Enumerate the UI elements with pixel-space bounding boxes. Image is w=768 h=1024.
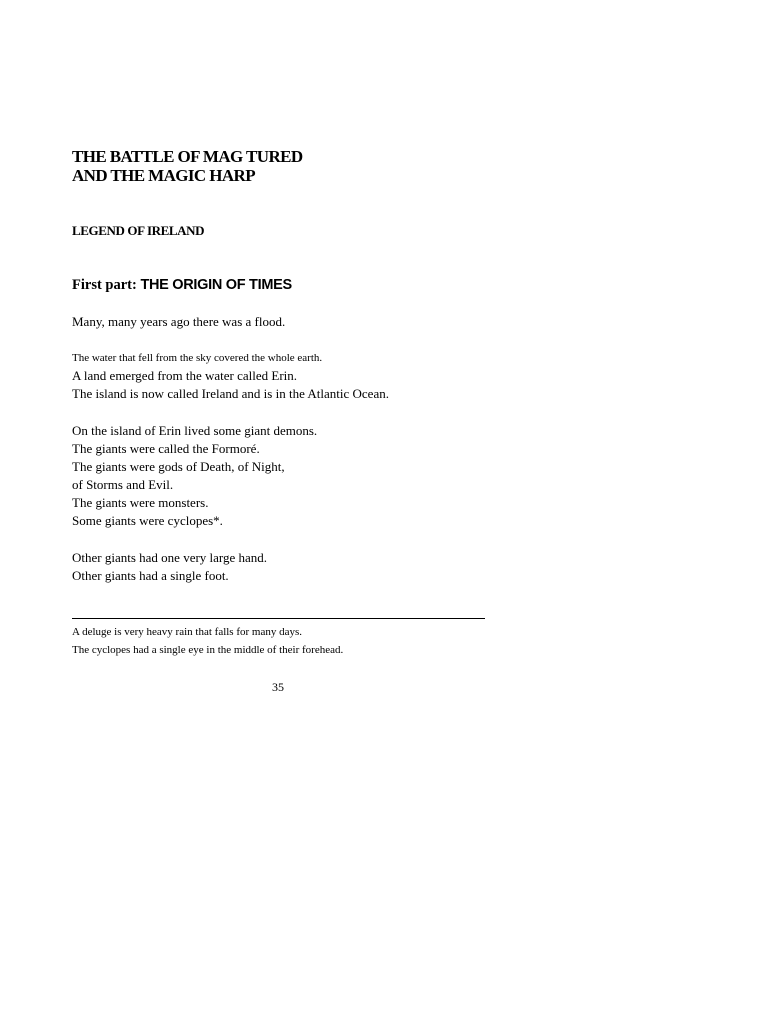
page-number: 35 <box>272 680 284 694</box>
body-line: The giants were gods of Death, of Night, <box>72 459 285 474</box>
body-line: Other giants had one very large hand. <box>72 550 268 565</box>
body-line: A land emerged from the water called Erin. <box>72 368 298 383</box>
footnote: A deluge is very heavy rain that falls for many days. <box>72 626 303 638</box>
page-title-line-1: THE BATTLE OF MAG TURED <box>72 147 303 166</box>
body-line: Other giants had a single foot. <box>72 568 229 583</box>
body-line: The giants were monsters. <box>72 495 209 510</box>
footnote: The cyclopes had a single eye in the middle of their forehead. <box>72 644 344 656</box>
page-subtitle: LEGEND OF IRELAND <box>72 223 205 238</box>
body-line: of Storms and Evil. <box>72 477 174 492</box>
body-line: Some giants were cyclopes*. <box>72 513 223 528</box>
body-line: Many, many years ago there was a flood. <box>72 314 286 329</box>
footnote-divider <box>72 618 485 619</box>
body-line: The water that fell from the sky covered the whole earth. <box>72 352 323 364</box>
section-heading-name: THE ORIGIN OF TIMES <box>140 277 292 293</box>
section-heading <box>72 276 292 294</box>
page-title-line-2: AND THE MAGIC HARP <box>72 166 255 185</box>
body-line: On the island of Erin lived some giant demons. <box>72 423 318 438</box>
body-line: The giants were called the Formoré. <box>72 441 260 456</box>
section-heading-prefix: First part: <box>72 277 141 293</box>
body-line: The island is now called Ireland and is in the Atlantic Ocean. <box>72 386 389 401</box>
